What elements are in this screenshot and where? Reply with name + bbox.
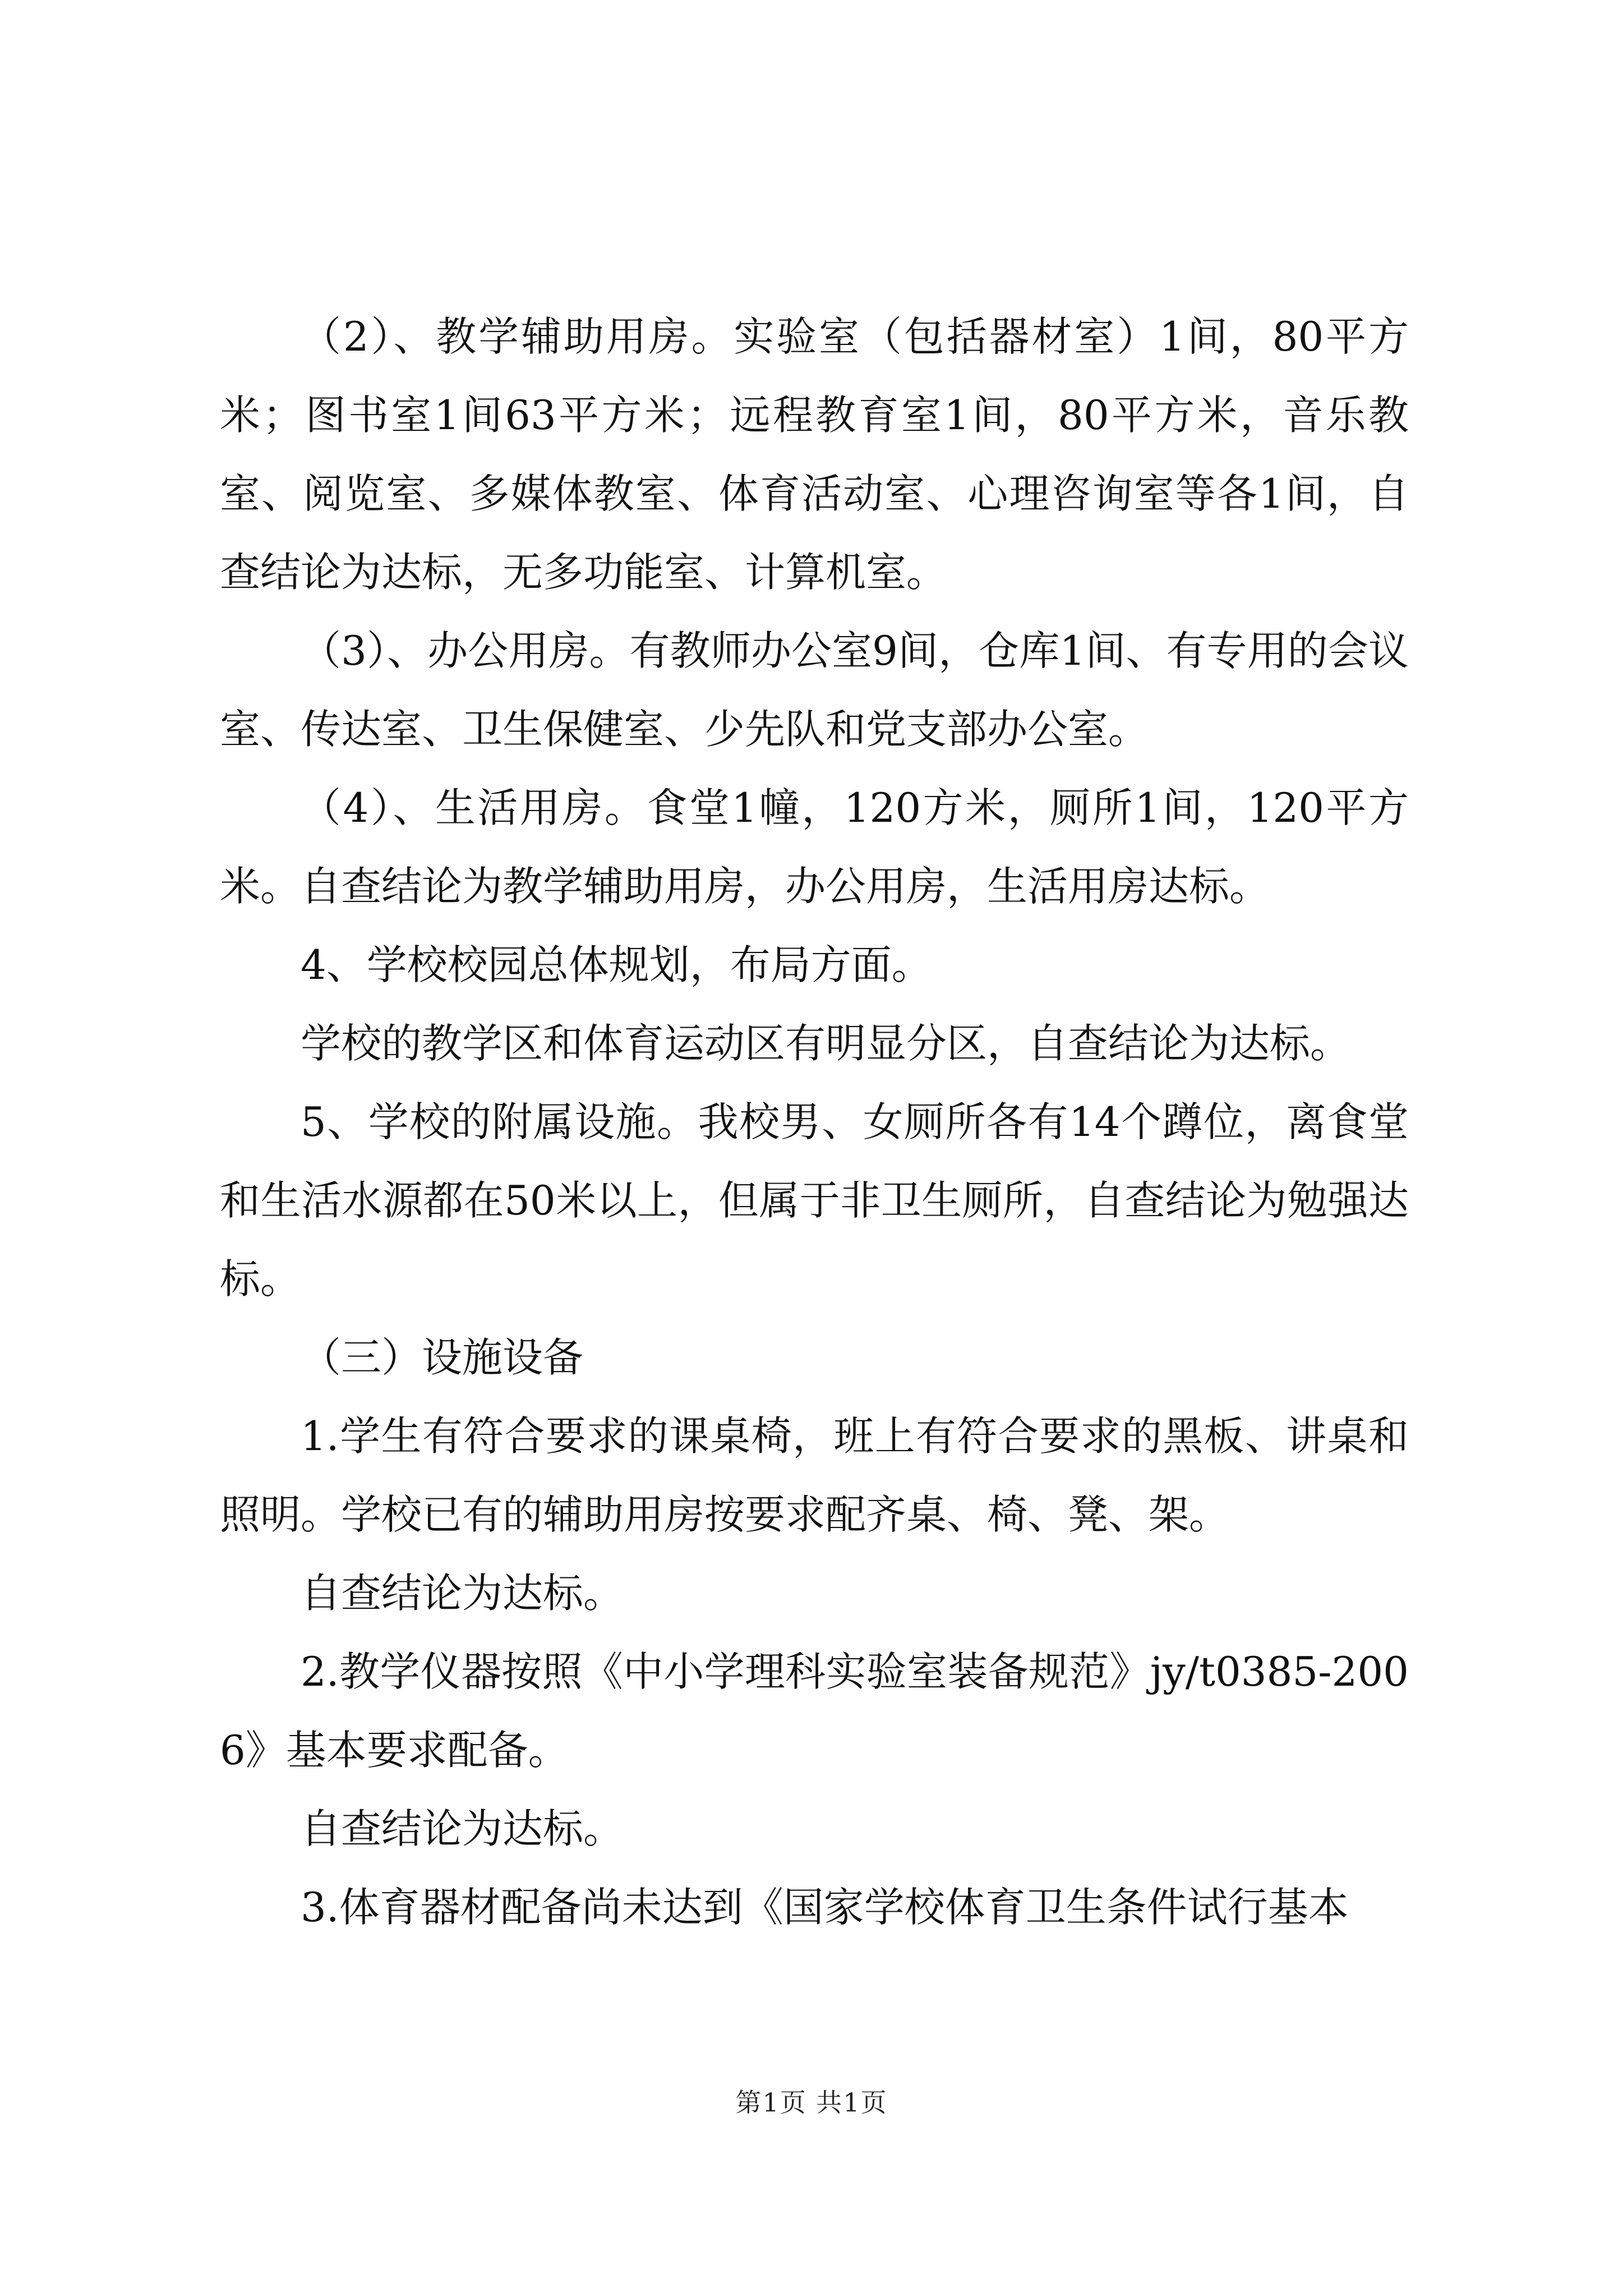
section-heading-facilities-equipment: （三）设施设备: [301, 1334, 584, 1381]
paragraph-living-rooms: （4）、生活用房。食堂1幢，120方米，厕所1间，120平方米。自查结论为教学辅助用房，办公用房，生活用房达标。: [220, 784, 1409, 910]
paragraph-ancillary-facilities: 5、学校的附属设施。我校男、女厕所各有14个蹲位，离食堂和生活水源都在50米以上，但属于非卫生厕所，自查结论为勉强达标。: [220, 1098, 1409, 1303]
paragraph-office-rooms: （3）、办公用房。有教师办公室9间，仓库1间、有专用的会议室、传达室、卫生保健室、少先队和党支部办公室。: [220, 627, 1409, 753]
page-number-label: 第1页 共1页: [735, 2087, 888, 2118]
paragraph-conclusion-2: 自查结论为达标。: [301, 1805, 624, 1852]
page-footer: [0, 2086, 1623, 2119]
paragraph-desks-chairs: 1.学生有符合要求的课桌椅，班上有符合要求的黑板、讲桌和照明。学校已有的辅助用房按要求配齐桌、椅、凳、架。: [220, 1412, 1409, 1538]
paragraph-teaching-aux-rooms: （2）、教学辅助用房。实验室（包括器材室）1间，80平方米；图书室1间63平方米；远程教育室1间，80平方米，音乐教室、阅览室、多媒体教室、体育活动室、心理咨询室等各1间，自查结论为达标，无多功能室、计算机室。: [220, 313, 1409, 596]
paragraph-conclusion-1: 自查结论为达标。: [301, 1570, 624, 1617]
document-body: [220, 297, 1409, 1947]
paragraph-teaching-instruments: 2.教学仪器按照《中小学理科实验室装备规范》jy/t0385-2006》基本要求配备。: [220, 1648, 1409, 1774]
paragraph-campus-planning-heading: 4、学校校园总体规划，布局方面。: [301, 941, 932, 988]
paragraph-campus-zoning: 学校的教学区和体育运动区有明显分区，自查结论为达标。: [301, 1020, 1351, 1067]
paragraph-sports-equipment: 3.体育器材配备尚未达到《国家学校体育卫生条件试行基本: [301, 1884, 1349, 1931]
